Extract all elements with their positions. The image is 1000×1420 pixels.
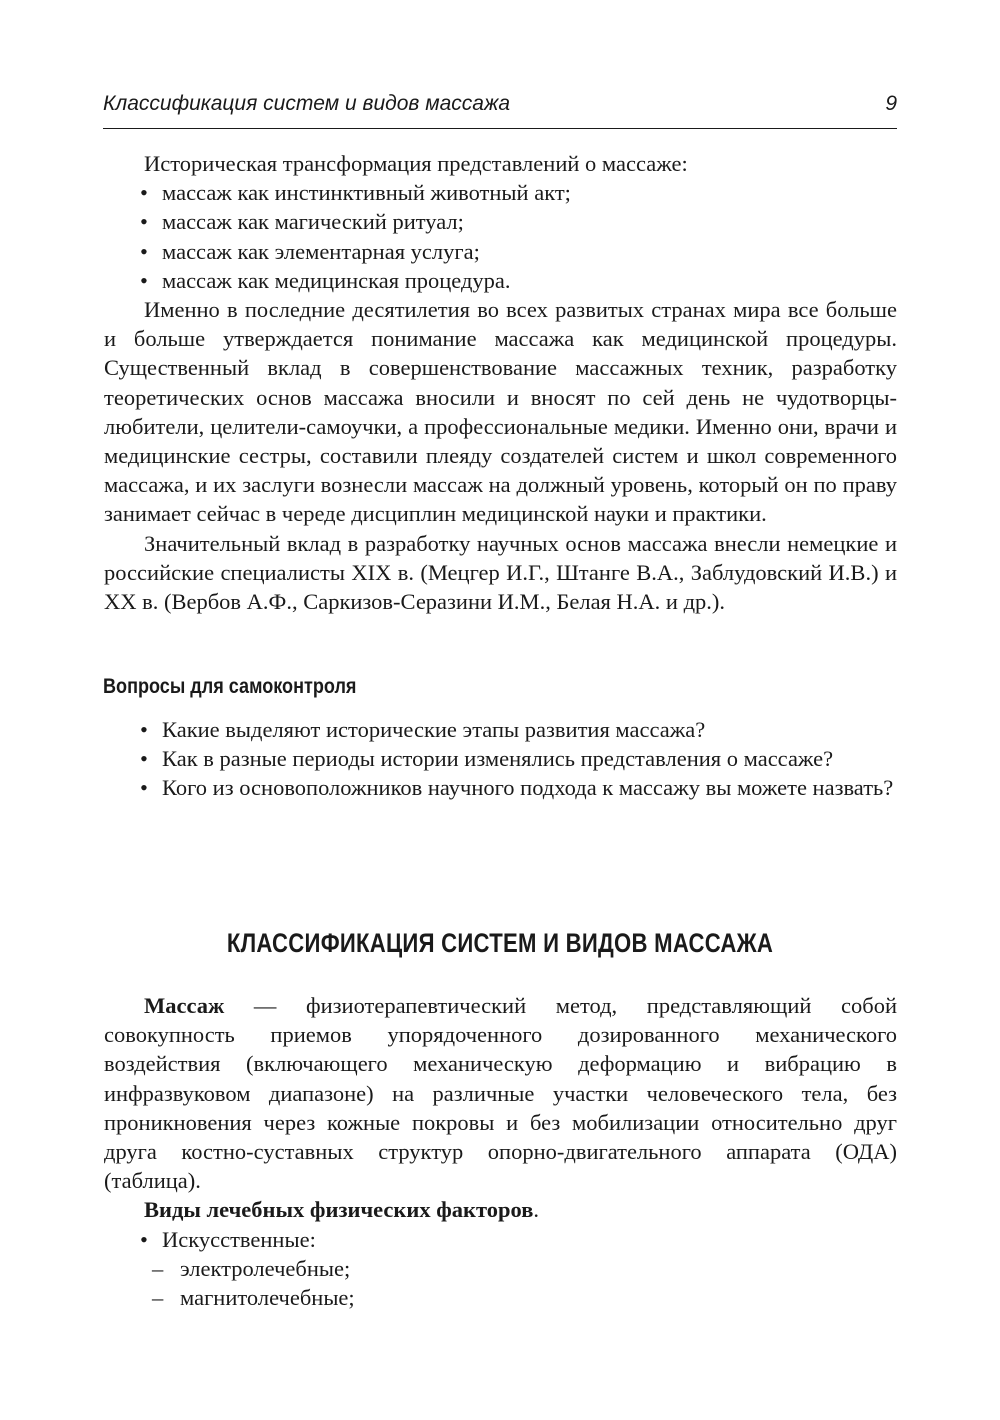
list-item: – магнитолечебные; [104,1283,897,1312]
bullet-icon: • [140,717,148,742]
definition-term: Массаж [144,993,225,1018]
list-item: • Как в разные периоды истории изменялись представления о массаже? [104,744,897,773]
classification-block [104,991,897,1312]
dash-icon: – [152,1255,164,1281]
definition-text: — физиотерапевтический метод, представляющий собой совокупность приемов упорядоченного дозированного механического воздействия (включающего механическую деформацию и вибрацию в инфразвуковом диапазоне) на различные участки человеческого тела, без проникновения через кожные покровы и без мобилизации относительно друг друга костно-суставных структур опорно-двигательного аппарата (ОДА) (таблица). [104,993,897,1194]
bullet-icon: • [140,267,148,293]
factor-subitems [104,1254,897,1312]
history-block [104,149,897,616]
running-head [103,92,897,129]
history-intro: Историческая трансформация представлений о массаже: [144,151,688,176]
bullet-icon: • [140,180,148,206]
definition-paragraph [104,991,897,1195]
list-item: • массаж как инстинктивный животный акт; [104,178,897,207]
list-item: • массаж как элементарная услуга; [104,237,897,266]
running-title: Классификация систем и видов массажа [103,92,511,115]
bullet-icon: • [140,775,148,801]
list-item: • Кого из основоположников научного подхода к массажу вы можете назвать? [104,773,897,802]
bullet-icon: • [140,209,148,235]
section-title: КЛАССИФИКАЦИЯ СИСТЕМ И ВИДОВ МАССАЖА [226,928,774,958]
bullet-icon: • [140,746,148,772]
page-number: 9 [885,92,897,115]
list-item: – электролечебные; [104,1254,897,1283]
factors-list [104,1225,897,1254]
list-item: • массаж как медицинская процедура. [104,266,897,295]
contributors-paragraph: Значительный вклад в разработку научных основ массажа внесли немецкие и российские специалисты XIX в. (Мецгер И.Г., Штанге В.А., Заблудовский И.В.) и XX в. (Вербов А.Ф., Саркизов-Серазини И.М., Белая Н.А. и др.). [104,530,897,615]
list-item: • массаж как магический ритуал; [104,207,897,236]
self-check-heading: Вопросы для самоконтроля [103,675,357,698]
dash-icon: – [152,1285,164,1311]
bullet-icon: • [140,238,148,264]
factors-heading: Виды лечебных физических факторов. [144,1197,539,1223]
questions-list [104,715,897,803]
history-list [104,178,897,295]
list-item: • Искусственные: [104,1225,897,1254]
history-paragraph: Именно в последние десятилетия во всех развитых странах мира все больше и больше утверждается понимание массажа как медицинской процедуры. Существенный вклад в совершенствование массажных техник, разработку теоретических основ массажа вносили и вносят по сей день не чудотворцы-любители, целители-самоучки, а профессиональные медики. Именно они, врачи и медицинские сестры, составили плеяду создателей систем и школ современного массажа, и их заслуги вознесли массаж на должный уровень, который он по праву занимает сейчас в череде дисциплин медицинской науки и практики. [104,297,897,527]
self-check-block [104,715,897,803]
list-item: • Какие выделяют исторические этапы развития массажа? [104,715,897,744]
bullet-icon: • [140,1226,148,1252]
